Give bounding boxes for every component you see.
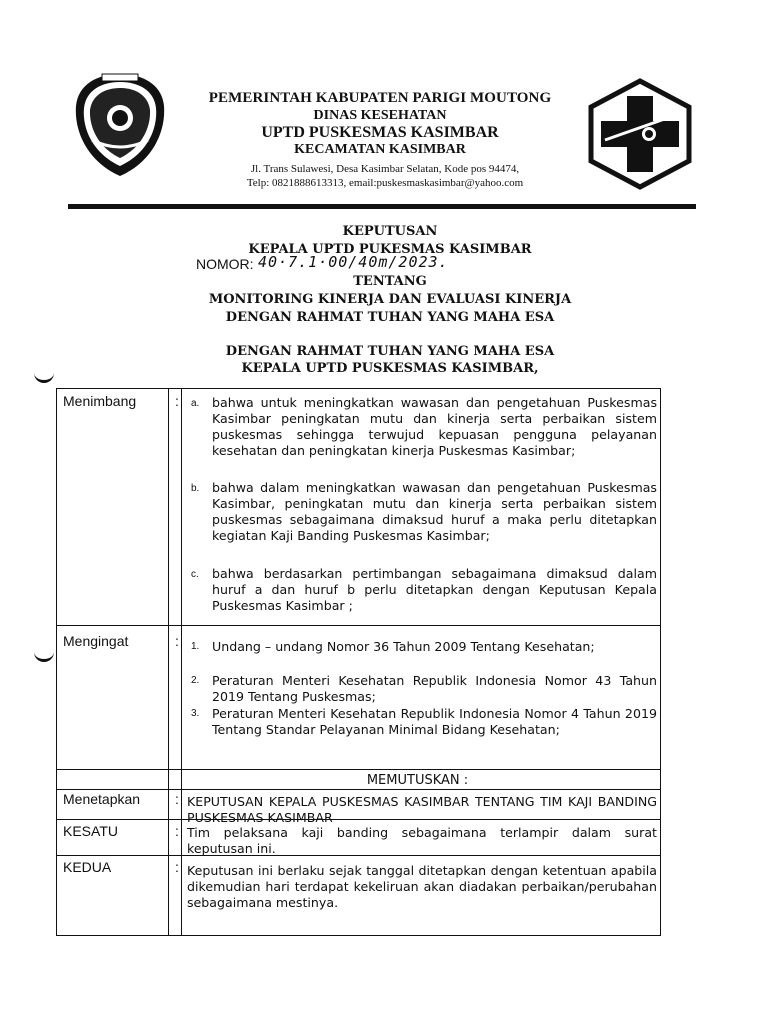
menimbang-item-a: bahwa untuk meningkatkan wawasan dan pengetahuan Puskesmas Kasimbar peningkatan mutu dan kinerja serta perbaikan sistem puskesmas sehingga terwujud kepuasan pengguna pelayanan kesehatan dan peningkatan kinerja Puskesmas Kasimbar; xyxy=(212,395,657,458)
kesatu-label: KESATU xyxy=(63,823,118,839)
menimbang-label: Menimbang xyxy=(63,393,137,409)
colon: : xyxy=(175,633,179,649)
colon: : xyxy=(175,823,179,839)
list-marker: a. xyxy=(191,398,200,409)
letterhead-department: DINAS KESEHATAN xyxy=(313,108,447,123)
kesatu-text: Tim pelaksana kaji banding sebagaimana terlampir dalam surat keputusan ini. xyxy=(187,825,657,856)
letterhead-divider xyxy=(68,204,696,209)
table-row-divider xyxy=(57,625,660,626)
nomor-label: NOMOR: xyxy=(196,256,254,272)
colon: : xyxy=(175,393,179,409)
tentang-heading: TENTANG xyxy=(353,274,427,289)
list-marker: 1. xyxy=(191,641,200,652)
menimbang-item-b: bahwa dalam meningkatkan wawasan dan pengetahuan Puskesmas Kasimbar, peningkatan mutu dan kinerja serta perbaikan sistem puskesmas sebagaimana dimaksud huruf a maka perlu ditetapkan kegiatan Kaji Banding Puskesmas Kasimbar; xyxy=(212,480,657,543)
kedua-text: Keputusan ini berlaku sejak tanggal ditetapkan dengan ketentuan apabila dikemudian hari terdapat kekeliruan akan diadakan perbaikan/perubahan sebagaimana mestinya. xyxy=(187,863,657,910)
mengingat-item-3: Peraturan Menteri Kesehatan Republik Indonesia Nomor 4 Tahun 2019 Tentang Standar Pelayanan Minimal Bidang Kesehatan; xyxy=(212,706,657,737)
mengingat-label: Mengingat xyxy=(63,633,129,649)
table-column-divider xyxy=(168,389,169,935)
decree-subject-line2: DENGAN RAHMAT TUHAN YANG MAHA ESA xyxy=(225,310,555,325)
letterhead-address: Jl. Trans Sulawesi, Desa Kasimbar Selatan, Kode pos 94474, xyxy=(250,163,520,175)
list-marker: 3. xyxy=(191,708,200,719)
margin-mark xyxy=(34,645,54,662)
letterhead-unit: UPTD PUSKESMAS KASIMBAR xyxy=(261,124,499,141)
regency-emblem-icon xyxy=(72,70,168,180)
table-row-divider xyxy=(57,789,660,790)
letterhead-government: PEMERINTAH KABUPATEN PARIGI MOUTONG xyxy=(208,90,552,106)
memutuskan-heading: MEMUTUSKAN : xyxy=(366,773,469,788)
nomor-handwritten-value: 40·7.1·00/40m/2023. xyxy=(258,253,449,271)
kedua-label: KEDUA xyxy=(63,859,112,875)
menetapkan-label: Menetapkan xyxy=(63,791,141,807)
decree-subject-line1: MONITORING KINERJA DAN EVALUASI KINERJA xyxy=(208,292,572,307)
letterhead-contact: Telp: 082188861331​3, email:puskesmaskasimbar@yahoo.com xyxy=(246,177,524,189)
table-row-divider xyxy=(57,769,660,770)
decree-issuer: KEPALA UPTD PUKESMAS KASIMBAR xyxy=(248,242,532,257)
menimbang-item-c: bahwa berdasarkan pertimbangan sebagaimana dimaksud dalam huruf a dan huruf b perlu ditetapkan dengan Keputusan Kepala Puskesmas Kasimbar ; xyxy=(212,566,657,613)
table-column-divider xyxy=(181,389,182,935)
list-marker: 2. xyxy=(191,675,200,686)
menetapkan-text: KEPUTUSAN KEPALA PUSKESMAS KASIMBAR TENTANG TIM KAJI BANDING PUSKESMAS KASIMBAR xyxy=(187,794,657,825)
colon: : xyxy=(175,791,179,807)
mengingat-item-1: Undang – undang Nomor 36 Tahun 2009 Tentang Kesehatan; xyxy=(212,639,595,654)
letterhead-district: KECAMATAN KASIMBAR xyxy=(294,142,466,157)
colon: : xyxy=(175,859,179,875)
list-marker: b. xyxy=(191,483,200,494)
margin-mark xyxy=(34,366,54,383)
decree-heading: KEPUTUSAN xyxy=(342,224,438,239)
decree-table xyxy=(56,388,661,936)
list-marker: c. xyxy=(191,569,199,580)
puskesmas-cross-icon xyxy=(585,78,695,190)
blessing-line: DENGAN RAHMAT TUHAN YANG MAHA ESA xyxy=(225,344,555,359)
mengingat-item-2: Peraturan Menteri Kesehatan Republik Indonesia Nomor 43 Tahun 2019 Tentang Puskesmas; xyxy=(212,673,657,704)
head-of-unit-line: KEPALA UPTD PUSKESMAS KASIMBAR, xyxy=(241,361,539,376)
